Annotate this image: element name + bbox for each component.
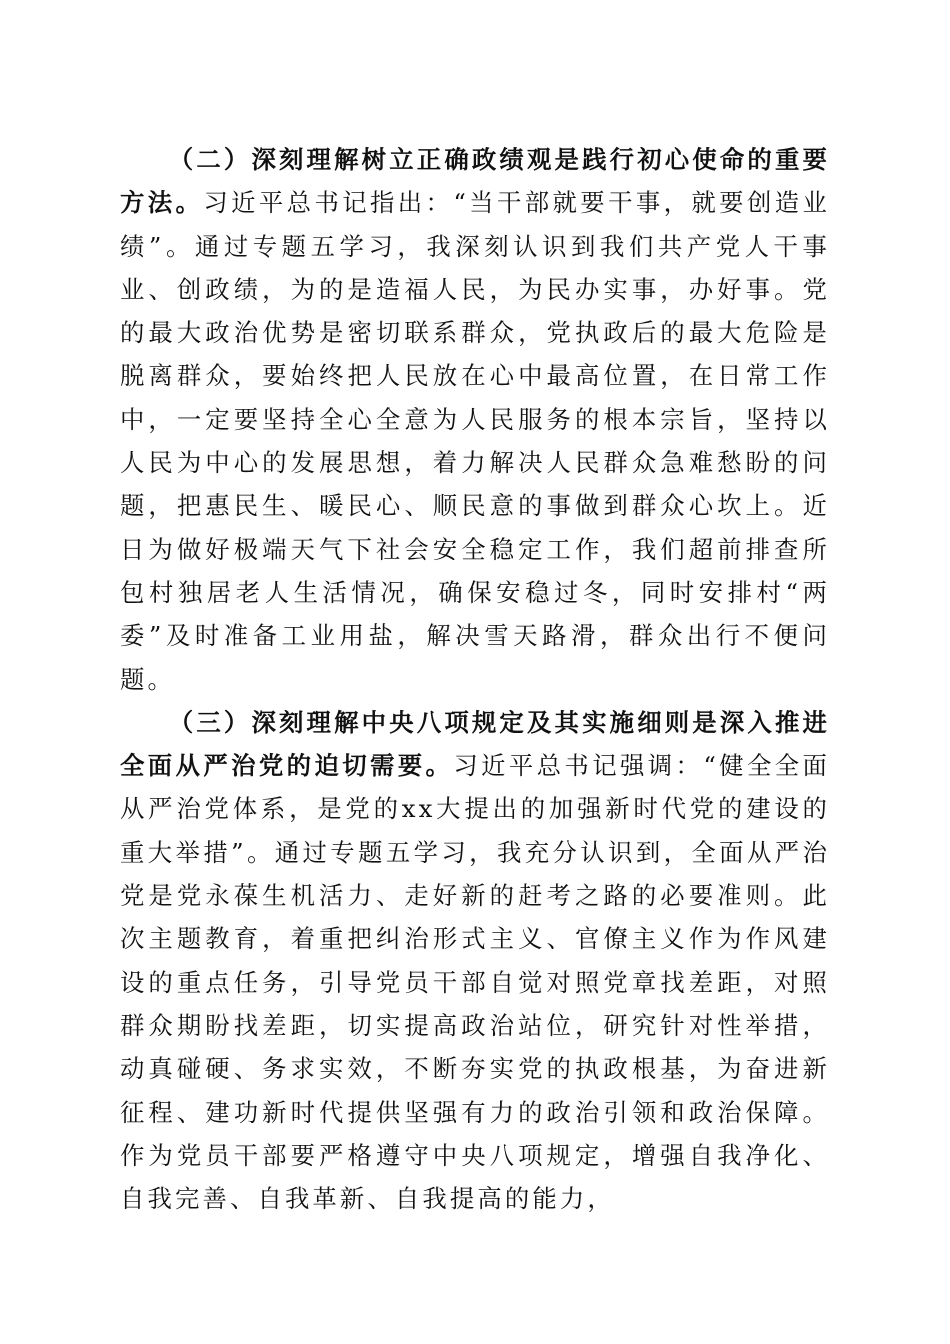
document-body xyxy=(120,138,830,1220)
paragraph-3-body: 习近平总书记强调：“健全全面从严治党体系，是党的xx大提出的加强新时代党的建设的重大举措”。通过专题五学习，我充分认识到，全面从严治党是党永葆生机活力、走好新的赶考之路的必要准则。此次主题教育，着重把纠治形式主义、官僚主义作为作风建设的重点任务，引导党员干部自觉对照党章找差距，对照群众期盼找差距，切实提高政治站位，研究针对性举措，动真碰硬、务求实效，不断夯实党的执政根基，为奋进新征程、建功新时代提供坚强有力的政治引领和政治保障。作为党员干部要严格遵守中央八项规定，增强自我净化、自我完善、自我革新、自我提高的能力， xyxy=(120,751,830,1214)
paragraph-3 xyxy=(120,701,830,1221)
paragraph-2 xyxy=(120,138,830,701)
paragraph-2-heading: （二）深刻理解树立正确政绩观是践行初心使命的重要方法。 xyxy=(120,145,830,218)
paragraph-3-heading: （三）深刻理解中央八项规定及其实施细则是深入推进全面从严治党的迫切需要。 xyxy=(120,707,830,781)
paragraph-2-body: 习近平总书记指出：“当干部就要干事，就要创造业绩”。通过专题五学习，我深刻认识到我们共产党人干事业、创政绩，为的是造福人民，为民办实事，办好事。党的最大政治优势是密切联系群众，党执政后的最大危险是脱离群众，要始终把人民放在心中最高位置，在日常工作中，一定要坚持全心全意为人民服务的根本宗旨，坚持以人民为中心的发展思想，着力解决人民群众急难愁盼的问题，把惠民生、暖民心、顺民意的事做到群众心坎上。近日为做好极端天气下社会安全稳定工作，我们超前排查所包村独居老人生活情况，确保安稳过冬，同时安排村“两委”及时准备工业用盐，解决雪天路滑，群众出行不便问题。 xyxy=(120,188,830,694)
